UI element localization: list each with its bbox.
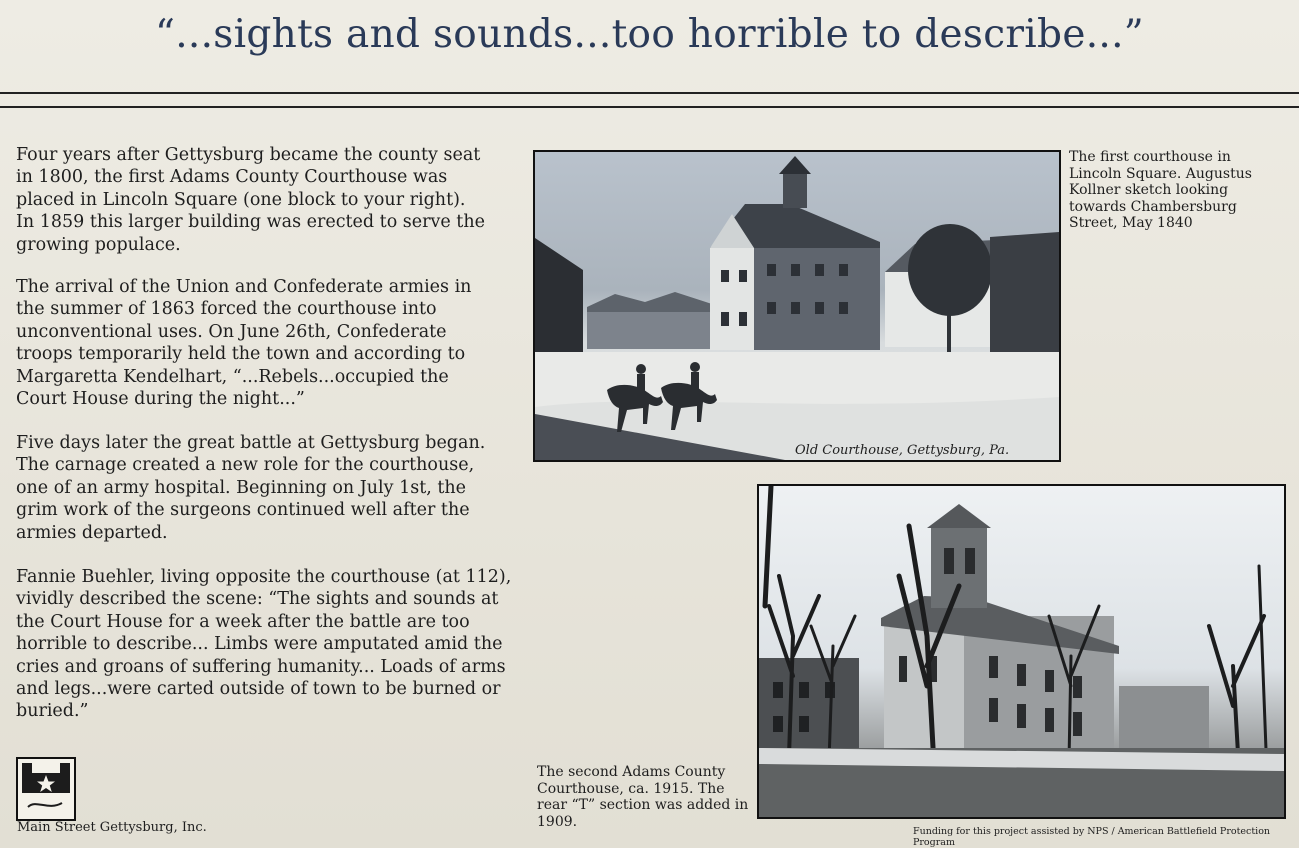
paragraph-army-hospital: Five days later the great battle at Gettysburg began. The carnage created a new role for the courthouse, one of an army hospital. Beginning on July 1st, the grim work of the surgeons continued well after the armies departed. bbox=[16, 433, 486, 543]
main-street-gettysburg-logo bbox=[16, 757, 76, 821]
second-courthouse-photo bbox=[757, 484, 1286, 819]
logo-caption: Main Street Gettysburg, Inc. bbox=[17, 820, 207, 835]
paragraph-county-seat: Four years after Gettysburg became the county seat in 1800, the first Adams County Courthouse was placed in Lincoln Square (one block to your right). In 1859 this larger building was erected to serve the growing populace. bbox=[16, 145, 485, 255]
funding-credit: Funding for this project assisted by NPS / American Battlefield Protection Program bbox=[913, 826, 1271, 848]
paragraph-fannie-buehler: Fannie Buehler, living opposite the courthouse (at 112), vividly described the scene: “The sights and sounds at the Court House for a week after the battle are too horrible to describe... Limbs were amputated amid the cries and groans of suffering humanity... Loads of arms and legs...were carted outside of town to be burned or buried.” bbox=[16, 567, 512, 722]
first-courthouse-caption: The first courthouse in Lincoln Square. Augustus Kollner sketch looking towards Chambersburg Street, May 1840 bbox=[1069, 149, 1252, 231]
title-rule-lower bbox=[0, 106, 1299, 108]
sketch-inscription: Old Courthouse, Gettysburg, Pa. bbox=[795, 443, 1010, 458]
title-rule-upper bbox=[0, 92, 1299, 94]
marker-title: “...sights and sounds...too horrible to describe...” bbox=[154, 12, 1145, 57]
second-courthouse-caption: The second Adams County Courthouse, ca. 1915. The rear “T” section was added in 1909. bbox=[537, 764, 749, 830]
star-building-logo-icon bbox=[18, 759, 74, 819]
paragraph-armies-arrival: The arrival of the Union and Confederate armies in the summer of 1863 forced the courthouse into unconventional uses. On June 26th, Confederate troops temporarily held the town and according to Margaretta Kendelhart, “...Rebels...occupied the Court House during the night...” bbox=[16, 277, 472, 410]
first-courthouse-sketch bbox=[533, 150, 1061, 462]
